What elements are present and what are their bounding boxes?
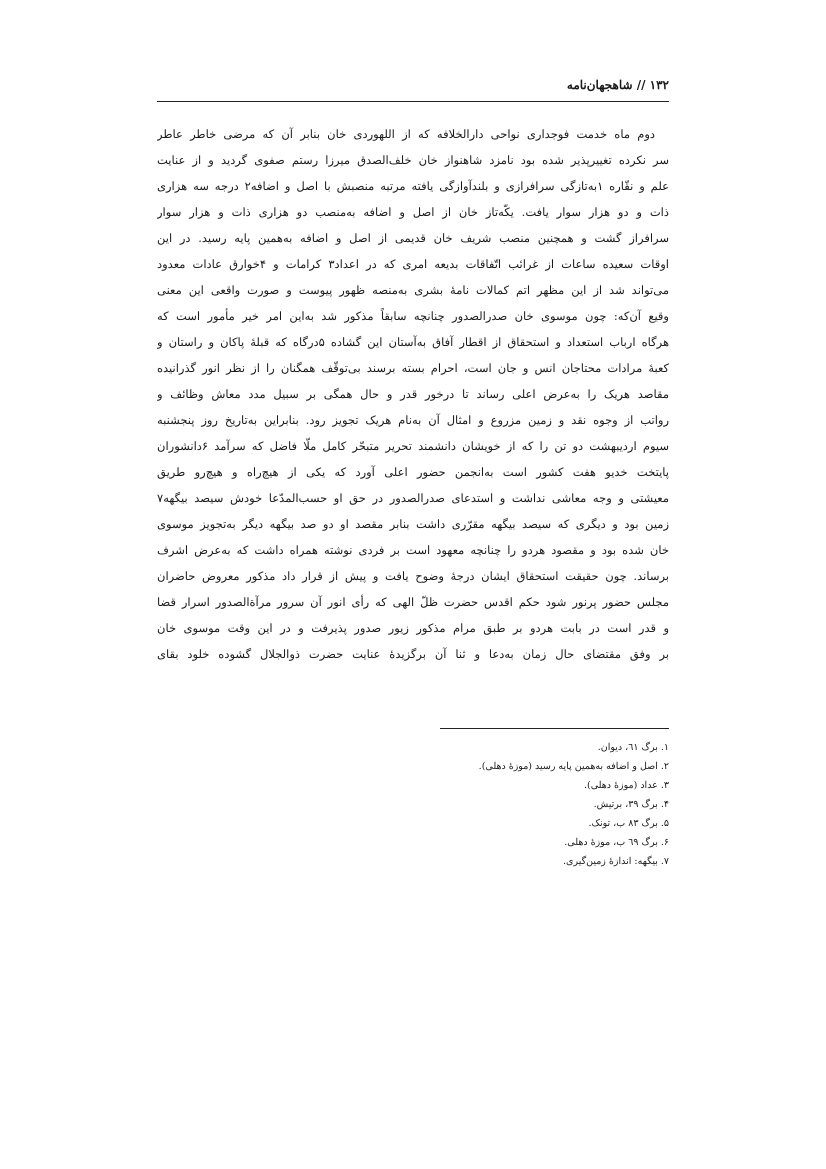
- text-line: معیشتی و وجه معاشی نداشت و استدعای صدرالصدور در حق او حسب‌المدّعا خودش سیصد بیگهه۷: [157, 491, 669, 505]
- text-line: ذات و دو هزار سوار یافت. یکّه‌تاز خان از اصل و اضافه به‌منصب دو هزاری ذات و هزار سوار: [157, 205, 669, 219]
- footnote: ۴. برگ ٣٩، برتیش.: [593, 799, 669, 810]
- text-line: کعبهٔ مرادات محتاجان انس و جان است، احرام بسته برسند بی‌توقّف همگنان را از نظر انور گذرانیده: [157, 361, 669, 375]
- text-line: مجلس حضور پرنور شود حکم اقدس حضرت ظلّ الهی که رأی انور آن سرور مرآةالصدور اسرار قضا: [157, 595, 669, 609]
- text-line: برساند. چون حقیقت استحقاق ایشان درجهٔ وضوح یافت و پیش از قرار داد مذکور معروض حاضران: [157, 569, 669, 583]
- text-line: خان شده بود و مقصود هردو را چنانچه معهود است بر فردی نوشته همراه داشت که به‌عرض اشرف: [157, 543, 669, 557]
- footnotes: [157, 738, 669, 871]
- footnote: ۶. برگ ٦٩ ب، موزهٔ دهلی.: [564, 837, 669, 848]
- text-line: هرگاه ارباب استعداد و استحقاق از اقطار آفاق به‌آستان این گشاده ۵درگاه که قبلهٔ پاکان و راستان و: [157, 335, 669, 349]
- text-line: مقاصد هریک را به‌عرض اعلی رساند تا درخور قدر و حال همگی بر سبیل مدد معاش وظائف و: [157, 387, 669, 401]
- text-line: دوم ماه خدمت فوجداری نواحی دارالخلافه که از اللهوردی خان بنابر آن که مرضی خاطر عاطر: [157, 127, 655, 141]
- text-line: پایتخت خدیو هفت کشور است به‌انجمن حضور اعلی آورد که یکی از هیچ‌راه و هیچ‌رو طریق: [157, 465, 669, 479]
- footnote: ۳. عداد (موزهٔ دهلی).: [583, 780, 669, 791]
- text-line: می‌تواند شد از این مظهر اتم کمالات نامهٔ بشری به‌منصه ظهور پیوست و صورت واقعی این معنی: [157, 283, 669, 297]
- text-line: سرافراز گشت و همچنین منصب شریف خان قدیمی از اصل و اضافه به‌همین پایه رسید. در این: [157, 231, 669, 245]
- main-text: [157, 121, 669, 667]
- text-line: و قدر است در بابت هردو بر طبق مرام مذکور زیور صدور پذیرفت و در این وقت موسوی خان: [157, 621, 669, 635]
- text-line: زمین بود و دیگری که سیصد بیگهه مقرّری داشت بنابر مقصد او دو صد بیگهه دیگر به‌تجویز موسوی: [157, 517, 669, 531]
- text-line: سر نکرده تغییرپذیر شده بود نامزد شاهنواز خان خلف‌الصدق میرزا رستم صفوی گردید و از عنایت: [157, 153, 669, 167]
- footnote-divider: [440, 728, 669, 729]
- running-head: ۱۳۲ // شاهجهان‌نامه: [566, 78, 669, 92]
- footnote: ۲. اصل و اضافه به‌همین پایه رسید (موزهٔ دهلی).: [478, 761, 669, 772]
- text-line: سیوم اردیبهشت دو تن را که از خویشان دانشمند تحریر متبحّر کامل ملّا فاضل که سرآمد ۶دانشوران: [157, 439, 669, 453]
- text-line: وقیع آن‌که: چون موسوی خان صدرالصدور چنانچه سابقاً مذکور شد به‌این امر خیر مأمور است که: [157, 309, 669, 323]
- footnote: ۵. برگ ٨٣ ب، تونک.: [588, 818, 669, 829]
- text-line: علم و نقّاره ۱به‌تازگی سرافرازی و بلندآوازگی یافته مرتبه منصبش با اصل و اضافه۲ درجه سه هزاری: [157, 179, 669, 193]
- footnote: ۷. بیگهه: اندازهٔ زمین‌گیری.: [563, 856, 669, 867]
- text-line: بر وفق مقتضای حال زمان به‌دعا و ثنا آن برگزیدهٔ عنایت حضرت ذوالجلال گشوده خلود بقای: [157, 647, 669, 661]
- text-line: رواتب از وجوه نقد و زمین مزروع و امثال آن به‌نام هریک تجویز رود. بنابراین به‌تاریخ روز پنجشنبه: [157, 413, 669, 427]
- header-divider: [157, 101, 669, 102]
- footnote: ۱. برگ ٦۱، دیوان.: [597, 742, 669, 753]
- text-line: اوقات سعیده ساعات از غرائب اتّفاقات بدیعه امری که در اعداد۳ کرامات و ۴خوارق عادات معدود: [157, 257, 669, 271]
